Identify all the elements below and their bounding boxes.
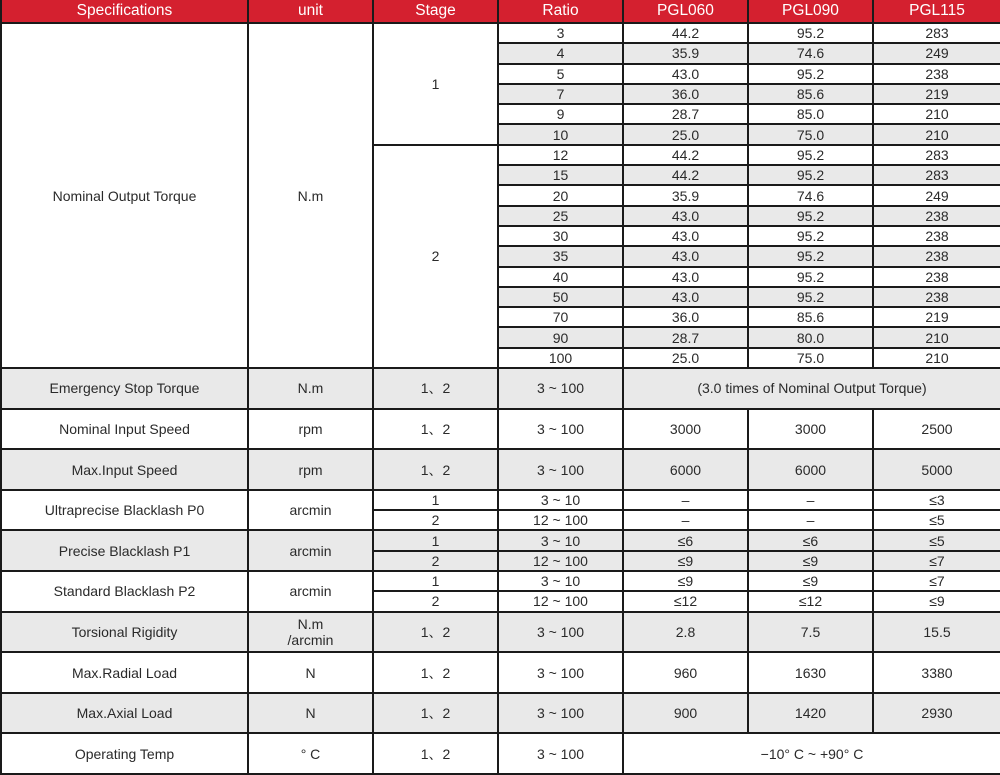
value-cell: 95.2	[748, 287, 873, 307]
value-cell: ≤9	[748, 571, 873, 591]
value-cell: –	[748, 490, 873, 510]
value-cell: ≤9	[623, 571, 748, 591]
value-cell: ≤12	[623, 591, 748, 611]
ratio-cell: 50	[498, 287, 623, 307]
value-cell: 36.0	[623, 307, 748, 327]
ratio-cell: 12 ~ 100	[498, 551, 623, 571]
value-cell: –	[748, 510, 873, 530]
stage-cell: 1、2	[373, 409, 498, 450]
value-cell: 95.2	[748, 165, 873, 185]
value-cell: 95.2	[748, 145, 873, 165]
ratio-cell: 3 ~ 100	[498, 449, 623, 490]
ratio-cell: 9	[498, 104, 623, 124]
value-cell: 75.0	[748, 348, 873, 368]
value-cell: –	[623, 490, 748, 510]
table-row	[1, 571, 1000, 591]
stage-cell: 2	[373, 145, 498, 368]
value-cell: 95.2	[748, 23, 873, 43]
value-cell: 238	[873, 287, 1000, 307]
value-cell: 3000	[748, 409, 873, 450]
ratio-cell: 3 ~ 100	[498, 409, 623, 450]
value-cell: 3380	[873, 652, 1000, 693]
ratio-cell: 15	[498, 165, 623, 185]
ratio-cell: 40	[498, 267, 623, 287]
header-pgl090: PGL090	[748, 0, 873, 23]
value-cell: 238	[873, 226, 1000, 246]
value-cell: 5000	[873, 449, 1000, 490]
unit-cell: N.m	[248, 23, 373, 368]
value-cell: 219	[873, 307, 1000, 327]
value-cell: ≤7	[873, 551, 1000, 571]
value-cell: 75.0	[748, 124, 873, 144]
value-cell: 28.7	[623, 104, 748, 124]
value-cell: 95.2	[748, 226, 873, 246]
value-cell: 43.0	[623, 64, 748, 84]
value-cell: ≤9	[873, 591, 1000, 611]
table-row	[1, 449, 1000, 490]
value-cell: (3.0 times of Nominal Output Torque)	[623, 368, 1000, 409]
value-cell: 44.2	[623, 23, 748, 43]
value-cell: 249	[873, 185, 1000, 205]
value-cell: ≤7	[873, 571, 1000, 591]
value-cell: 43.0	[623, 267, 748, 287]
unit-line: N.m	[297, 615, 324, 632]
value-cell: 6000	[748, 449, 873, 490]
ratio-cell: 100	[498, 348, 623, 368]
header-pgl060: PGL060	[623, 0, 748, 23]
value-cell: 238	[873, 64, 1000, 84]
header-stage: Stage	[373, 0, 498, 23]
value-cell: 36.0	[623, 84, 748, 104]
value-cell: 210	[873, 124, 1000, 144]
unit-cell: ° C	[248, 733, 373, 774]
unit-cell	[248, 612, 373, 653]
stage-cell: 1	[373, 530, 498, 550]
stage-cell: 2	[373, 551, 498, 571]
ratio-cell: 3 ~ 10	[498, 571, 623, 591]
header-unit: unit	[248, 0, 373, 23]
stage-cell: 1	[373, 571, 498, 591]
unit-cell: arcmin	[248, 530, 373, 571]
value-cell: 210	[873, 104, 1000, 124]
value-cell: 95.2	[748, 64, 873, 84]
spec-label: Precise Blacklash P1	[1, 530, 248, 571]
value-cell: ≤6	[748, 530, 873, 550]
unit-line: /arcmin	[287, 631, 334, 648]
table-body	[1, 23, 1000, 774]
value-cell: 1630	[748, 652, 873, 693]
ratio-cell: 12	[498, 145, 623, 165]
unit-cell: N	[248, 693, 373, 734]
value-cell: 238	[873, 267, 1000, 287]
ratio-cell: 3 ~ 10	[498, 490, 623, 510]
ratio-cell: 90	[498, 327, 623, 347]
spec-label: Max.Input Speed	[1, 449, 248, 490]
value-cell: 900	[623, 693, 748, 734]
ratio-cell: 20	[498, 185, 623, 205]
header-row	[1, 0, 1000, 23]
value-cell: 210	[873, 327, 1000, 347]
value-cell: 95.2	[748, 206, 873, 226]
value-cell: 249	[873, 43, 1000, 63]
table-row	[1, 409, 1000, 450]
value-cell: 25.0	[623, 348, 748, 368]
value-cell: 15.5	[873, 612, 1000, 653]
value-cell: 35.9	[623, 43, 748, 63]
value-cell: 85.6	[748, 84, 873, 104]
ratio-cell: 3 ~ 100	[498, 693, 623, 734]
value-cell: 238	[873, 206, 1000, 226]
ratio-cell: 3 ~ 100	[498, 368, 623, 409]
table-row	[1, 612, 1000, 653]
stage-cell: 1	[373, 23, 498, 145]
ratio-cell: 3 ~ 100	[498, 612, 623, 653]
ratio-cell: 3	[498, 23, 623, 43]
ratio-cell: 3 ~ 100	[498, 652, 623, 693]
unit-cell: N.m	[248, 368, 373, 409]
ratio-cell: 35	[498, 246, 623, 266]
table-row	[1, 693, 1000, 734]
spec-label: Torsional Rigidity	[1, 612, 248, 653]
value-cell: 25.0	[623, 124, 748, 144]
value-cell: 43.0	[623, 206, 748, 226]
ratio-cell: 3 ~ 10	[498, 530, 623, 550]
ratio-cell: 12 ~ 100	[498, 510, 623, 530]
unit-cell: rpm	[248, 409, 373, 450]
table-row	[1, 530, 1000, 550]
value-cell: 210	[873, 348, 1000, 368]
ratio-cell: 25	[498, 206, 623, 226]
value-cell: 74.6	[748, 185, 873, 205]
value-cell: ≤5	[873, 530, 1000, 550]
value-cell: 85.0	[748, 104, 873, 124]
value-cell: 44.2	[623, 145, 748, 165]
value-cell: 43.0	[623, 287, 748, 307]
stage-cell: 2	[373, 591, 498, 611]
unit-cell: arcmin	[248, 490, 373, 531]
spec-label: Max.Radial Load	[1, 652, 248, 693]
value-cell: 35.9	[623, 185, 748, 205]
value-cell: 238	[873, 246, 1000, 266]
value-cell: 960	[623, 652, 748, 693]
table-row	[1, 490, 1000, 510]
value-cell: 3000	[623, 409, 748, 450]
value-cell: 85.6	[748, 307, 873, 327]
spec-label: Standard Blacklash P2	[1, 571, 248, 612]
table-row	[1, 23, 1000, 43]
unit-cell: rpm	[248, 449, 373, 490]
spec-label: Max.Axial Load	[1, 693, 248, 734]
value-cell: 283	[873, 23, 1000, 43]
value-cell: ≤9	[623, 551, 748, 571]
stage-cell: 1、2	[373, 652, 498, 693]
value-cell: 6000	[623, 449, 748, 490]
value-cell: 43.0	[623, 226, 748, 246]
stage-cell: 1、2	[373, 368, 498, 409]
value-cell: 44.2	[623, 165, 748, 185]
header-pgl115: PGL115	[873, 0, 1000, 23]
ratio-cell: 70	[498, 307, 623, 327]
value-cell: 43.0	[623, 246, 748, 266]
value-cell: −10° C ~ +90° C	[623, 733, 1000, 774]
ratio-cell: 30	[498, 226, 623, 246]
value-cell: –	[623, 510, 748, 530]
spec-label: Nominal Output Torque	[1, 23, 248, 368]
ratio-cell: 5	[498, 64, 623, 84]
value-cell: 1420	[748, 693, 873, 734]
value-cell: 28.7	[623, 327, 748, 347]
value-cell: ≤3	[873, 490, 1000, 510]
ratio-cell: 10	[498, 124, 623, 144]
ratio-cell: 12 ~ 100	[498, 591, 623, 611]
unit-cell: arcmin	[248, 571, 373, 612]
value-cell: ≤6	[623, 530, 748, 550]
ratio-cell: 4	[498, 43, 623, 63]
value-cell: 74.6	[748, 43, 873, 63]
value-cell: ≤5	[873, 510, 1000, 530]
value-cell: ≤12	[748, 591, 873, 611]
stage-cell: 2	[373, 510, 498, 530]
ratio-cell: 7	[498, 84, 623, 104]
value-cell: 80.0	[748, 327, 873, 347]
value-cell: 95.2	[748, 267, 873, 287]
stage-cell: 1、2	[373, 612, 498, 653]
value-cell: 283	[873, 145, 1000, 165]
value-cell: 2.8	[623, 612, 748, 653]
spec-label: Ultraprecise Blacklash P0	[1, 490, 248, 531]
ratio-cell: 3 ~ 100	[498, 733, 623, 774]
value-cell: 2930	[873, 693, 1000, 734]
table-row	[1, 368, 1000, 409]
spec-label: Emergency Stop Torque	[1, 368, 248, 409]
value-cell: 283	[873, 165, 1000, 185]
unit-cell: N	[248, 652, 373, 693]
stage-cell: 1	[373, 490, 498, 510]
value-cell: 2500	[873, 409, 1000, 450]
header-ratio: Ratio	[498, 0, 623, 23]
header-specifications: Specifications	[1, 0, 248, 23]
stage-cell: 1、2	[373, 693, 498, 734]
value-cell: 7.5	[748, 612, 873, 653]
value-cell: ≤9	[748, 551, 873, 571]
stage-cell: 1、2	[373, 449, 498, 490]
spec-label: Nominal Input Speed	[1, 409, 248, 450]
spec-label: Operating Temp	[1, 733, 248, 774]
stage-cell: 1、2	[373, 733, 498, 774]
table-row	[1, 652, 1000, 693]
value-cell: 219	[873, 84, 1000, 104]
table-row	[1, 733, 1000, 774]
value-cell: 95.2	[748, 246, 873, 266]
